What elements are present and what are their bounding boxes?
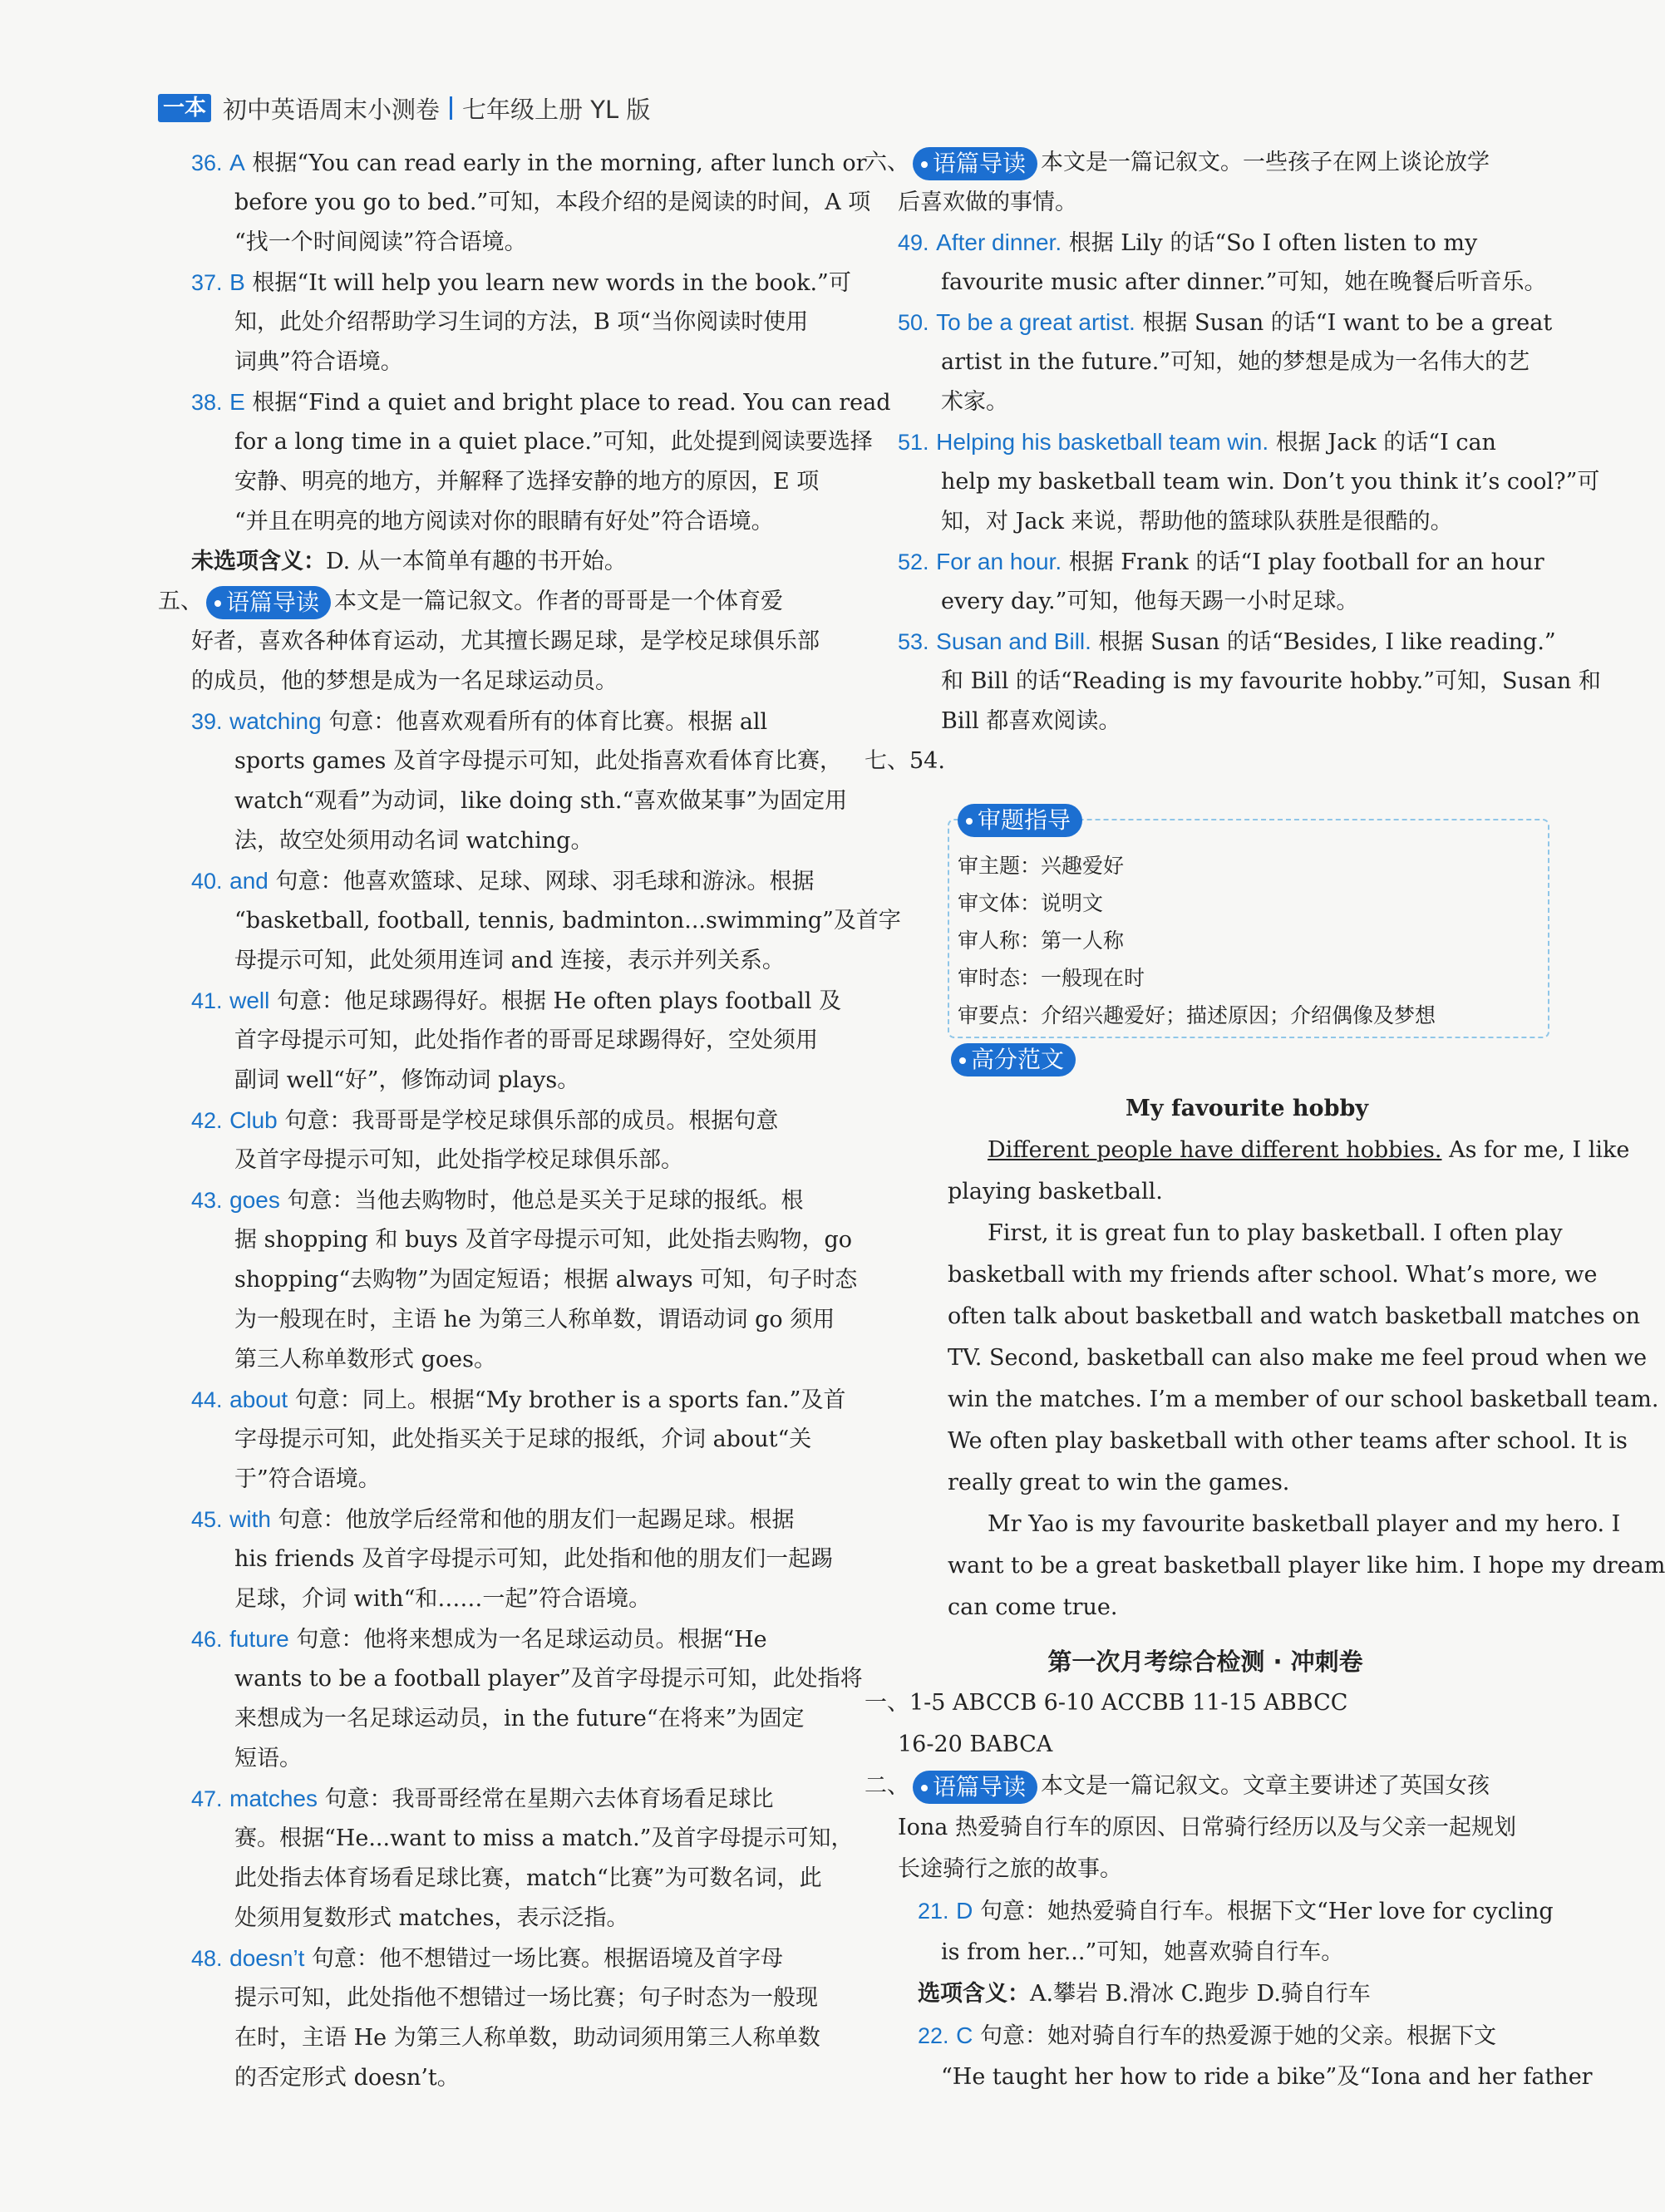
- question-number: 40.: [191, 869, 223, 894]
- text-line: 为一般现在时，主语 he 为第三人称单数，谓语动词 go 须用: [234, 1307, 835, 1333]
- section-badge: 语篇导读: [206, 586, 331, 619]
- answer: watching: [229, 708, 322, 734]
- text-line: 词典”符合语境。: [234, 349, 403, 375]
- text-line: “找一个时间阅读”符合语境。: [234, 229, 527, 255]
- text-line: 术家。: [941, 389, 1008, 415]
- guide-item: 审文体：说明文: [958, 891, 1104, 915]
- question-number: 38.: [191, 390, 223, 415]
- section-badge: 语篇导读: [913, 147, 1037, 180]
- text-line: 40. and 句意：他喜欢篮球、足球、网球、羽毛球和游泳。根据: [191, 868, 815, 894]
- essay-line: really great to win the games.: [948, 1470, 1290, 1495]
- answer: future: [229, 1626, 289, 1652]
- text-line: sports games 及首字母提示可知，此处指喜欢看体育比赛，: [234, 748, 842, 774]
- text-line: 41. well 句意：他足球踢得好。根据 He often plays football 及: [191, 988, 841, 1014]
- guide-box: [948, 806, 1549, 1038]
- section-badge: 审题指导: [958, 804, 1082, 837]
- essay-line: Mr Yao is my favourite basketball player and my hero. I: [988, 1511, 1621, 1537]
- header-divider: [450, 96, 452, 120]
- question-number: 41.: [191, 988, 223, 1013]
- answer: about: [229, 1387, 288, 1412]
- text-line: 副词 well“好”，修饰动词 plays。: [234, 1067, 580, 1093]
- text-line: 一、1-5 ABCCB 6-10 ACCBB 11-15 ABBCC: [865, 1690, 1348, 1716]
- text-line: 的成员，他的梦想是成为一名足球运动员。: [191, 668, 618, 694]
- answer: D: [956, 1898, 973, 1924]
- text-line: 首字母提示可知，此处指作者的哥哥足球踢得好，空处须用: [234, 1027, 818, 1053]
- text-line: his friends 及首字母提示可知，此处指和他的朋友们一起踢: [234, 1546, 834, 1572]
- section-badge: 语篇导读: [913, 1771, 1037, 1804]
- text-line: 47. matches 句意：我哥哥经常在星期六去体育场看足球比: [191, 1786, 774, 1812]
- answer: and: [229, 868, 268, 894]
- section-title: 第一次月考综合检测 · 冲刺卷: [1047, 1648, 1363, 1676]
- brand-logo: 一本: [158, 94, 211, 122]
- question-number: 52.: [898, 549, 929, 574]
- question-number: 37.: [191, 270, 223, 295]
- text-line: 好者，喜欢各种体育运动，尤其擅长踢足球，是学校足球俱乐部: [191, 628, 820, 654]
- question-number: 50.: [898, 310, 929, 335]
- text-line: 和 Bill 的话“Reading is my favourite hobby.”可知，Susan 和: [941, 668, 1601, 694]
- edition-label: 七年级上册 YL 版: [462, 95, 651, 124]
- text-line: 52. For an hour. 根据 Frank 的话“I play football for an hour: [898, 549, 1544, 575]
- essay-line: We often play basketball with other teams after school. It is: [948, 1428, 1628, 1454]
- text-line: 知，对 Jack 来说，帮助他的篮球队获胜是很酷的。: [941, 509, 1453, 535]
- question-number: 51.: [898, 430, 929, 455]
- text-line: 于”符合语境。: [234, 1466, 381, 1492]
- answer: E: [229, 389, 245, 415]
- answer: Helping his basketball team win.: [936, 429, 1269, 455]
- essay-section: [948, 1043, 1079, 1076]
- text-line: 六、 语篇导读 本文是一篇记叙文。一些孩子在网上谈论放学: [865, 143, 1490, 183]
- text-line: 49. After dinner. 根据 Lily 的话“So I often listen to my: [898, 229, 1478, 256]
- text-line: 37. B 根据“It will help you learn new words in the book.”可: [191, 269, 851, 296]
- text-line: watch“观看”为动词，like doing sth.“喜欢做某事”为固定用: [234, 788, 848, 814]
- text-line: 在时，主语 He 为第三人称单数，助动词须用第三人称单数: [234, 2025, 820, 2051]
- text-line: 处须用复数形式 matches，表示泛指。: [234, 1905, 629, 1931]
- essay-line: TV. Second, basketball can also make me feel proud when we: [948, 1345, 1648, 1371]
- question-number: 42.: [191, 1108, 223, 1133]
- text-line: “He taught her how to ride a bike”及“Iona and her father: [941, 2064, 1593, 2090]
- text-line: 七、54.: [865, 748, 945, 774]
- question-number: 45.: [191, 1507, 223, 1532]
- answer: A: [229, 150, 245, 175]
- essay-line: want to be a great basketball player like him. I hope my dream: [948, 1553, 1665, 1579]
- answer: To be a great artist.: [936, 309, 1135, 335]
- text-line: 第三人称单数形式 goes。: [234, 1347, 496, 1372]
- text-line: 42. Club 句意：我哥哥是学校足球俱乐部的成员。根据句意: [191, 1107, 779, 1134]
- answer: matches: [229, 1786, 318, 1811]
- answer: goes: [229, 1187, 280, 1213]
- text-line: “并且在明亮的地方阅读对你的眼睛有好处”符合语境。: [234, 509, 774, 535]
- text-line: 长途骑行之旅的故事。: [898, 1856, 1122, 1882]
- question-number: 46.: [191, 1627, 223, 1652]
- essay-line: can come true.: [948, 1594, 1118, 1620]
- guide-item: 审要点：介绍兴趣爱好；描述原因；介绍偶像及梦想: [958, 1003, 1436, 1027]
- answer: well: [229, 988, 270, 1013]
- question-number: 36.: [191, 150, 223, 175]
- section-badge: 高分范文: [951, 1043, 1076, 1076]
- question-number: 47.: [191, 1786, 223, 1811]
- text-line: every day.”可知，他每天踢一小时足球。: [941, 589, 1359, 614]
- question-number: 44.: [191, 1387, 223, 1412]
- question-number: 21.: [918, 1899, 949, 1924]
- text-line: 48. doesn’t 句意：他不想错过一场比赛。根据语境及首字母: [191, 1945, 784, 1972]
- text-line: 46. future 句意：他将来想成为一名足球运动员。根据“He: [191, 1626, 767, 1653]
- question-number: 43.: [191, 1188, 223, 1213]
- text-line: Iona 热爱骑自行车的原因、日常骑行经历以及与父亲一起规划: [898, 1815, 1516, 1840]
- essay-line: often talk about basketball and watch basketball matches on: [948, 1303, 1640, 1329]
- text-line: before you go to bed.”可知，本段介绍的是阅读的时间，A 项: [234, 190, 871, 215]
- text-line: 22. C 句意：她对骑自行车的热爱源于她的父亲。根据下文: [918, 2022, 1496, 2049]
- text-line: 选项含义：A.攀岩 B.滑冰 C.跑步 D.骑自行车: [918, 1981, 1371, 2007]
- answer: B: [229, 269, 245, 295]
- text-line: 38. E 根据“Find a quiet and bright place to read. You can read: [191, 389, 891, 416]
- text-line: 43. goes 句意：当他去购物时，他总是买关于足球的报纸。根: [191, 1187, 804, 1214]
- text-line: 五、 语篇导读 本文是一篇记叙文。作者的哥哥是一个体育爱: [158, 582, 783, 622]
- text-line: 后喜欢做的事情。: [898, 190, 1077, 215]
- answer: Club: [229, 1107, 278, 1133]
- text-line: 的否定形式 doesn’t。: [234, 2065, 460, 2091]
- text-line: 及首字母提示可知，此处指学校足球俱乐部。: [234, 1147, 683, 1173]
- text-line: help my basketball team win. Don’t you think it’s cool?”可: [941, 469, 1600, 495]
- answer: doesn’t: [229, 1945, 305, 1971]
- text-line: 未选项含义：D. 从一本简单有趣的书开始。: [191, 549, 627, 574]
- text-line: 提示可知，此处指他不想错过一场比赛；句子时态为一般现: [234, 1985, 818, 2011]
- text-line: shopping“去购物”为固定短语；根据 always 可知，句子时态: [234, 1267, 858, 1293]
- text-line: “basketball, football, tennis, badminton...swimming”及首字: [234, 908, 901, 934]
- text-line: 法，故空处须用动名词 watching。: [234, 828, 594, 854]
- text-line: 21. D 句意：她热爱骑自行车。根据下文“Her love for cycling: [918, 1898, 1554, 1924]
- essay-line: First, it is great fun to play basketball. I often play: [988, 1220, 1563, 1246]
- answer: After dinner.: [936, 229, 1062, 255]
- guide-item: 审人称：第一人称: [958, 929, 1125, 953]
- text-line: 足球，介词 with“和……一起”符合语境。: [234, 1586, 652, 1612]
- answer: with: [229, 1506, 271, 1532]
- text-line: 39. watching 句意：他喜欢观看所有的体育比赛。根据 all: [191, 708, 768, 735]
- text-line: 来想成为一名足球运动员，in the future“在将来”为固定: [234, 1706, 805, 1732]
- text-line: 44. about 句意：同上。根据“My brother is a sports fan.”及首: [191, 1387, 846, 1413]
- guide-item: 审主题：兴趣爱好: [958, 854, 1125, 878]
- text-line: 36. A 根据“You can read early in the morning, after lunch or: [191, 150, 867, 176]
- text-line: 16-20 BABCA: [898, 1732, 1053, 1757]
- essay-line: win the matches. I’m a member of our school basketball team.: [948, 1387, 1659, 1412]
- text-line: is from her...”可知，她喜欢骑自行车。: [941, 1939, 1344, 1965]
- question-number: 53.: [898, 629, 929, 654]
- essay-line: playing basketball.: [948, 1179, 1163, 1205]
- text-line: 45. with 句意：他放学后经常和他的朋友们一起踢足球。根据: [191, 1506, 795, 1533]
- answer: C: [956, 2022, 973, 2048]
- text-line: 赛。根据“He...want to miss a match.”及首字母提示可知，: [234, 1825, 854, 1851]
- essay-title: My favourite hobby: [1125, 1096, 1369, 1121]
- text-line: 此处指去体育场看足球比赛，match“比赛”为可数名词，此: [234, 1865, 822, 1891]
- text-line: 知，此处介绍帮助学习生词的方法，B 项“当你阅读时使用: [234, 309, 809, 335]
- essay-line: Different people have different hobbies. As for me, I like: [988, 1137, 1630, 1163]
- text-line: 短语。: [234, 1746, 302, 1771]
- text-line: artist in the future.”可知，她的梦想是成为一名伟大的艺: [941, 349, 1530, 375]
- text-line: favourite music after dinner.”可知，她在晚餐后听音乐。: [941, 269, 1547, 295]
- series-title: 初中英语周末小测卷: [223, 95, 441, 124]
- essay-line: basketball with my friends after school. What’s more, we: [948, 1262, 1598, 1288]
- text-line: 母提示可知，此处须用连词 and 连接，表示并列关系。: [234, 948, 785, 973]
- question-number: 48.: [191, 1946, 223, 1971]
- text-line: Bill 都喜欢阅读。: [941, 708, 1121, 734]
- answer: For an hour.: [936, 549, 1062, 574]
- question-number: 22.: [918, 2023, 949, 2048]
- question-number: 39.: [191, 709, 223, 734]
- text-line: 安静、明亮的地方，并解释了选择安静的地方的原因，E 项: [234, 469, 820, 495]
- guide-item: 审时态：一般现在时: [958, 966, 1145, 990]
- text-line: for a long time in a quiet place.”可知，此处提到阅读要选择: [234, 429, 873, 455]
- text-line: 53. Susan and Bill. 根据 Susan 的话“Besides, I like reading.”: [898, 628, 1556, 655]
- answer: Susan and Bill.: [936, 628, 1091, 654]
- question-number: 49.: [898, 230, 929, 255]
- text-line: wants to be a football player”及首字母提示可知，此处指将: [234, 1666, 863, 1692]
- text-line: 50. To be a great artist. 根据 Susan 的话“I want to be a great: [898, 309, 1553, 336]
- text-line: 51. Helping his basketball team win. 根据 Jack 的话“I can: [898, 429, 1496, 456]
- guide-badge: [954, 804, 1086, 837]
- text-line: 据 shopping 和 buys 及首字母提示可知，此处指去购物，go: [234, 1227, 853, 1253]
- page-header: [158, 90, 650, 126]
- text-line: 字母提示可知，此处指买关于足球的报纸，介词 about“关: [234, 1426, 812, 1452]
- text-line: 二、 语篇导读 本文是一篇记叙文。文章主要讲述了英国女孩: [865, 1766, 1490, 1806]
